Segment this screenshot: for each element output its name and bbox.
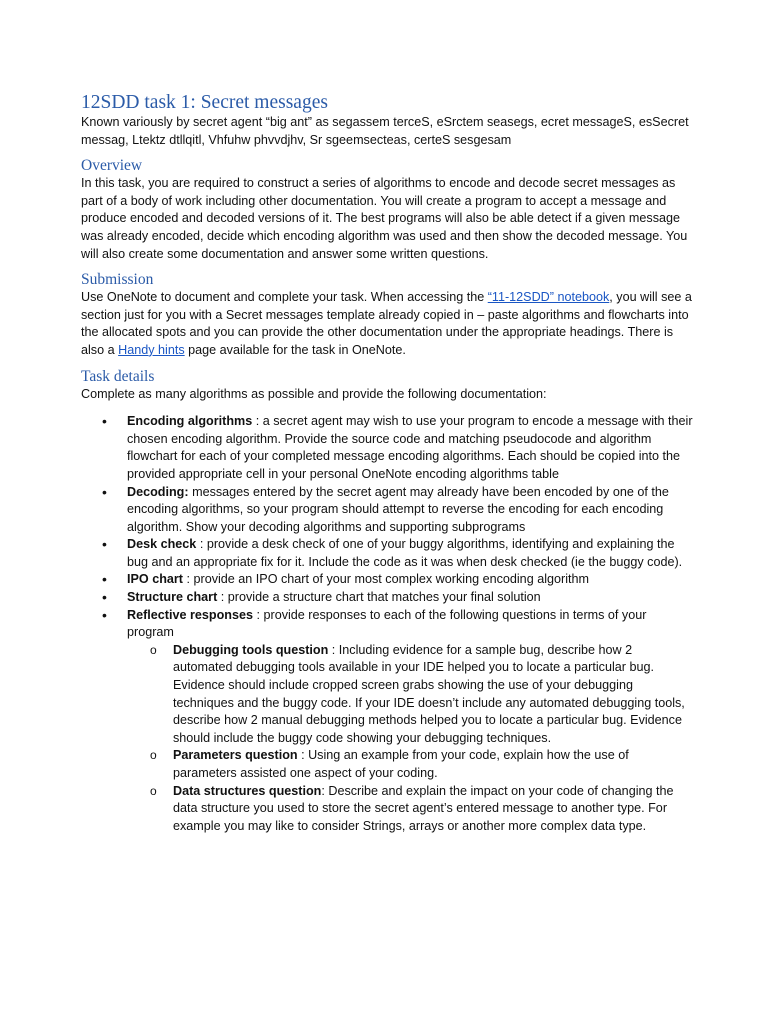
sub-item-text: : Including evidence for a sample bug, describe how 2 automated debugging tools available in your IDE helped you to locate a particular bug. Evidence should include cropped screen grabs showing the use of your debugging techniques and the buggy code. If your IDE doesn’t include any automated debugging tools, describe how 2 manual debugging methods helped you to locate a particular bug. Evidence should include the buggy code showing your debugging techniques. [173,642,685,745]
bullet-icon: • [102,571,107,588]
item-label: Structure chart [127,590,218,605]
requirements-list [81,413,693,835]
notebook-link[interactable]: “11-12SDD” notebook [487,290,610,305]
circle-bullet-icon: o [150,748,157,763]
bullet-icon: • [102,536,107,553]
submission-text-1: Use OneNote to document and complete your task. When accessing the [81,290,488,305]
handy-hints-link[interactable]: Handy hints [118,342,185,357]
submission-text-3: page available for the task in OneNote. [184,342,406,357]
sub-list-item [81,783,693,836]
sub-item-label: Debugging tools question [173,642,329,657]
item-label: IPO chart [127,572,183,587]
item-text: messages entered by the secret agent may already have been encoded by one of the encoding algorithms, so your program should attempt to reverse the encoding for each encoding algorithm. Show your decoding algorithms and supporting subprograms [127,484,669,534]
document-title: 12SDD task 1: Secret messages [81,92,328,113]
sub-item-text: : Using an example from your code, explain how the use of parameters assisted one aspect of your coding. [173,748,629,780]
intro-paragraph: Known variously by secret agent “big ant” as segassem terceS, eSrctem seasegs, ecret messageS, esSecret messag, Ltektz dtllqitl, Vhfuhw phvvdjhv, Sr sgeemsecteas, certeS sesgesam [81,115,689,147]
list-item [81,536,693,571]
circle-bullet-icon: o [150,642,157,657]
submission-paragraph [81,289,693,359]
bullet-icon: • [102,413,107,430]
item-label: Decoding: [127,484,189,499]
sub-list-item [81,642,693,748]
bullet-icon: • [102,589,107,606]
list-item [81,589,693,607]
item-text: : a secret agent may wish to use your program to encode a message with their chosen encoding algorithm. Provide the source code and matching pseudocode and algorithm flowchart for each of your completed message encoding algorithms. Each should be copied into the provided appropriate cell in your personal OneNote encoding algorithms table [127,414,693,481]
sub-list-item [81,747,693,782]
item-label: Desk check [127,537,197,552]
sub-item-label: Parameters question [173,748,298,763]
bullet-icon: • [102,483,107,500]
item-text: : provide a desk check of one of your buggy algorithms, identifying and explaining the bug and an appropriate fix for it. Include the code as it was when desk checked (ie the buggy code). [127,537,683,569]
list-item [81,571,693,589]
item-text: : provide a structure chart that matches your final solution [217,590,541,605]
task-details-intro: Complete as many algorithms as possible and provide the following documentation: [81,386,547,401]
overview-section [81,157,693,263]
list-item [81,607,693,836]
item-label: Reflective responses [127,607,253,622]
submission-text-2: , you will see a section just for you with a Secret messages template already copied in – paste algorithms and flowcharts into the allocated spots and you can provide the other documentation under the appropriate headings. There is also a [81,290,692,357]
item-label: Encoding algorithms [127,414,253,429]
overview-heading: Overview [81,157,143,175]
item-text: : provide an IPO chart of your most complex working encoding algorithm [183,572,589,587]
sub-item-text: : Describe and explain the impact on your code of changing the data structure you used to store the secret agent’s entered message to another type. For example you may like to consider Strings, arrays or another more complex data type. [173,783,674,833]
circle-bullet-icon: o [150,783,157,798]
submission-section [81,271,693,359]
item-text: : provide responses to each of the following questions in terms of your program [127,607,647,640]
task-details-heading: Task details [81,367,155,385]
task-details-section [81,368,693,836]
list-item [81,413,693,483]
bullet-icon: • [102,606,107,623]
overview-paragraph: In this task, you are required to construct a series of algorithms to encode and decode secret messages as part of a body of work including other documentation. You will create a program to accept a message and produce encoded and decoded versions of it. The best programs will also be able detect if a given message was already encoded, decide which encoding algorithm was used and then show the decoded message. You will also create some documentation and answer some written questions. [81,176,688,261]
list-item [81,484,693,537]
sub-item-label: Data structures question [173,783,322,798]
reflective-questions-list [127,642,693,836]
submission-heading: Submission [81,271,154,289]
